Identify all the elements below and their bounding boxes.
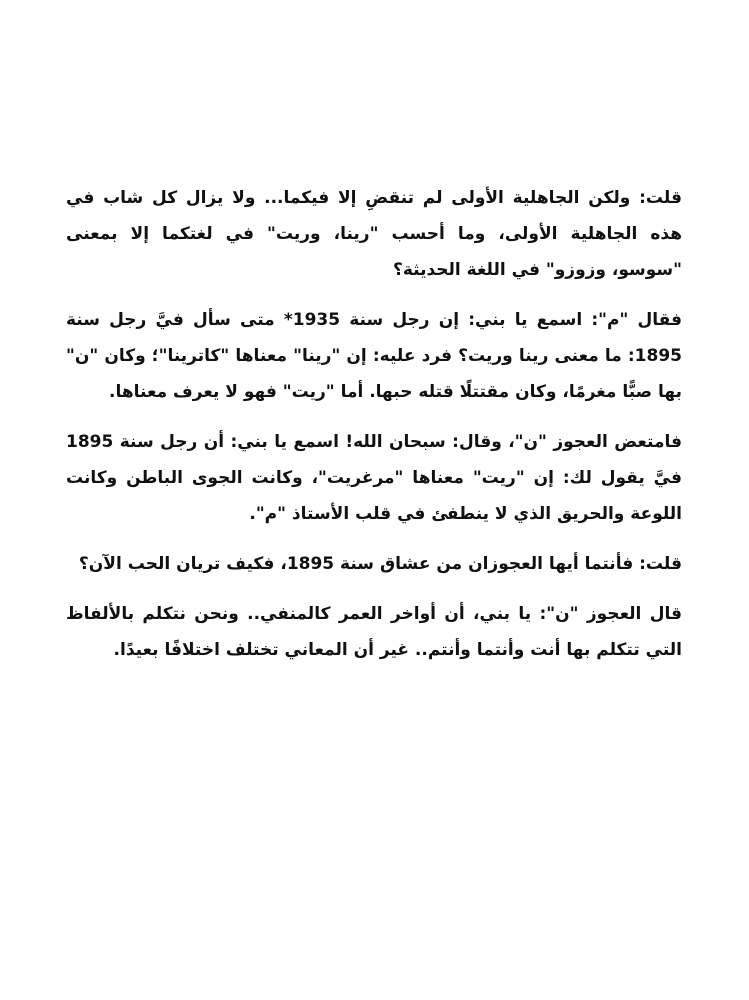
paragraph-5: قال العجوز "ن": يا بني، أن أواخر العمر كالمنفي.. ونحن نتكلم بالألفاظ التي تتكلم بها أنت وأنتما وأنتم.. غير أن المعاني تختلف اختلافًا بعيدًا.	[66, 604, 682, 660]
article-body	[66, 180, 682, 682]
paragraph-3: فامتعض العجوز "ن"، وقال: سبحان الله! اسمع يا بني: أن رجل سنة 1895 فيَّ يقول لك: إن "ريت" معناها "مرغريت"، وكانت الجوى الباطن وكانت اللوعة والحريق الذي لا ينطفئ في قلب الأستاذ "م".	[66, 432, 682, 524]
paragraph-4: قلت: فأنتما أيها العجوزان من عشاق سنة 1895، فكيف تريان الحب الآن؟	[78, 554, 682, 574]
paragraph-2: فقال "م": اسمع يا بني: إن رجل سنة 1935* متى سأل فيَّ رجل سنة 1895: ما معنى رينا وريت؟ فرد عليه: إن "رينا" معناها "كاترينا"؛ وكان "ن" بها صبًّا مغرمًا، وكان مقتتلًا قتله حبها. أما "ريت" فهو لا يعرف معناها.	[66, 310, 682, 402]
paragraph-1: قلت: ولكن الجاهلية الأولى لم تنقضِ إلا فيكما... ولا يزال كل شاب في هذه الجاهلية الأولى، وما أحسب "رينا، وريت" في لغتكما إلا بمعنى "سوسو، وزوزو" في اللغة الحديثة؟	[66, 188, 682, 280]
